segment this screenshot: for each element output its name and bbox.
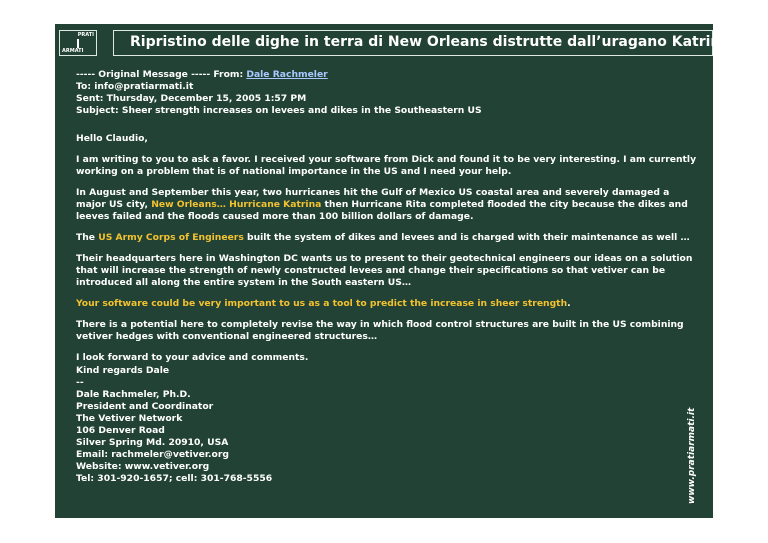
paragraph-2-end: then Hurricane Rita completed flooded the city because the dikes and leeves failed and the floods caused more than 100 billion dollars of damage. bbox=[76, 199, 688, 222]
paragraph-7: I look forward to your advice and comments. bbox=[76, 352, 309, 363]
signature-line: Kind regards Dale bbox=[76, 365, 170, 376]
title-box bbox=[113, 30, 730, 56]
logo-bar bbox=[77, 39, 79, 48]
logo-text-top: PRATI bbox=[77, 32, 94, 38]
signature-line: Dale Rachmeler, Ph.D. bbox=[76, 389, 191, 400]
paragraph-2-start: In August and September this year, two hurricanes hit the Gulf of Mexico US coastal area and severely damaged a major US city, bbox=[76, 187, 670, 210]
signature-line: Silver Spring Md. 20910, USA bbox=[76, 437, 229, 448]
signature-line: Website: www.vetiver.org bbox=[76, 461, 210, 472]
greeting: Hello Claudio, bbox=[76, 133, 148, 144]
paragraph-2 bbox=[76, 187, 701, 223]
signature-line: The Vetiver Network bbox=[76, 413, 183, 424]
signature bbox=[76, 365, 476, 485]
signature-line: President and Coordinator bbox=[76, 401, 214, 412]
logo-text-bottom: ARMATI bbox=[62, 48, 84, 54]
prati-armati-logo bbox=[59, 30, 97, 56]
paragraph-3-highlight: US Army Corps of Engineers bbox=[98, 232, 244, 243]
original-message-line bbox=[76, 69, 701, 81]
header bbox=[55, 30, 730, 58]
paragraph-4: Their headquarters here in Washington DC wants us to present to their geotechnical engineers our ideas on a solution that will increase the strength of newly constructed levees and change their specifications so that vetiver can be introduced all along the entire system in the South eastern US… bbox=[76, 253, 693, 288]
original-message-prefix: ----- Original Message ----- From: bbox=[76, 69, 247, 80]
email-body bbox=[76, 69, 701, 364]
paragraph-5-end: . bbox=[567, 298, 571, 309]
sent-line: Sent: Thursday, December 15, 2005 1:57 PM bbox=[76, 93, 307, 104]
paragraph-6: There is a potential here to completely revise the way in which flood control structures are built in the US combining vetiver hedges with conventional engineered structures… bbox=[76, 319, 684, 342]
to-line: To: info@pratiarmati.it bbox=[76, 81, 194, 92]
slide bbox=[55, 24, 730, 518]
paragraph-3 bbox=[76, 232, 701, 244]
signature-line: Tel: 301-920-1657; cell: 301-768-5556 bbox=[76, 473, 273, 484]
subject-line: Subject: Sheer strength increases on levees and dikes in the Southeastern US bbox=[76, 105, 482, 116]
paragraph-3-start: The bbox=[76, 232, 99, 243]
paragraph-5 bbox=[76, 298, 701, 310]
paragraph-2-highlight: New Orleans… Hurricane Katrina bbox=[151, 199, 322, 210]
paragraph-1: I am writing to you to ask a favor. I received your software from Dick and found it to be very interesting. I am currently working on a problem that is of national importance in the US and I need your help. bbox=[76, 154, 697, 177]
signature-line: -- bbox=[76, 377, 84, 388]
paragraph-5-highlight: Your software could be very important to us as a tool to predict the increase in sheer strength bbox=[76, 298, 568, 309]
website-vertical-label: www.pratiarmati.it bbox=[687, 407, 697, 504]
from-link[interactable]: Dale Rachmeler bbox=[246, 69, 328, 80]
signature-line: Email: rachmeler@vetiver.org bbox=[76, 449, 229, 460]
paragraph-3-end: built the system of dikes and levees and is charged with their maintenance as well … bbox=[243, 232, 690, 243]
page-title: Ripristino delle dighe in terra di New Orleans distrutte dall’uragano Katrina bbox=[130, 34, 730, 50]
signature-line: 106 Denver Road bbox=[76, 425, 165, 436]
